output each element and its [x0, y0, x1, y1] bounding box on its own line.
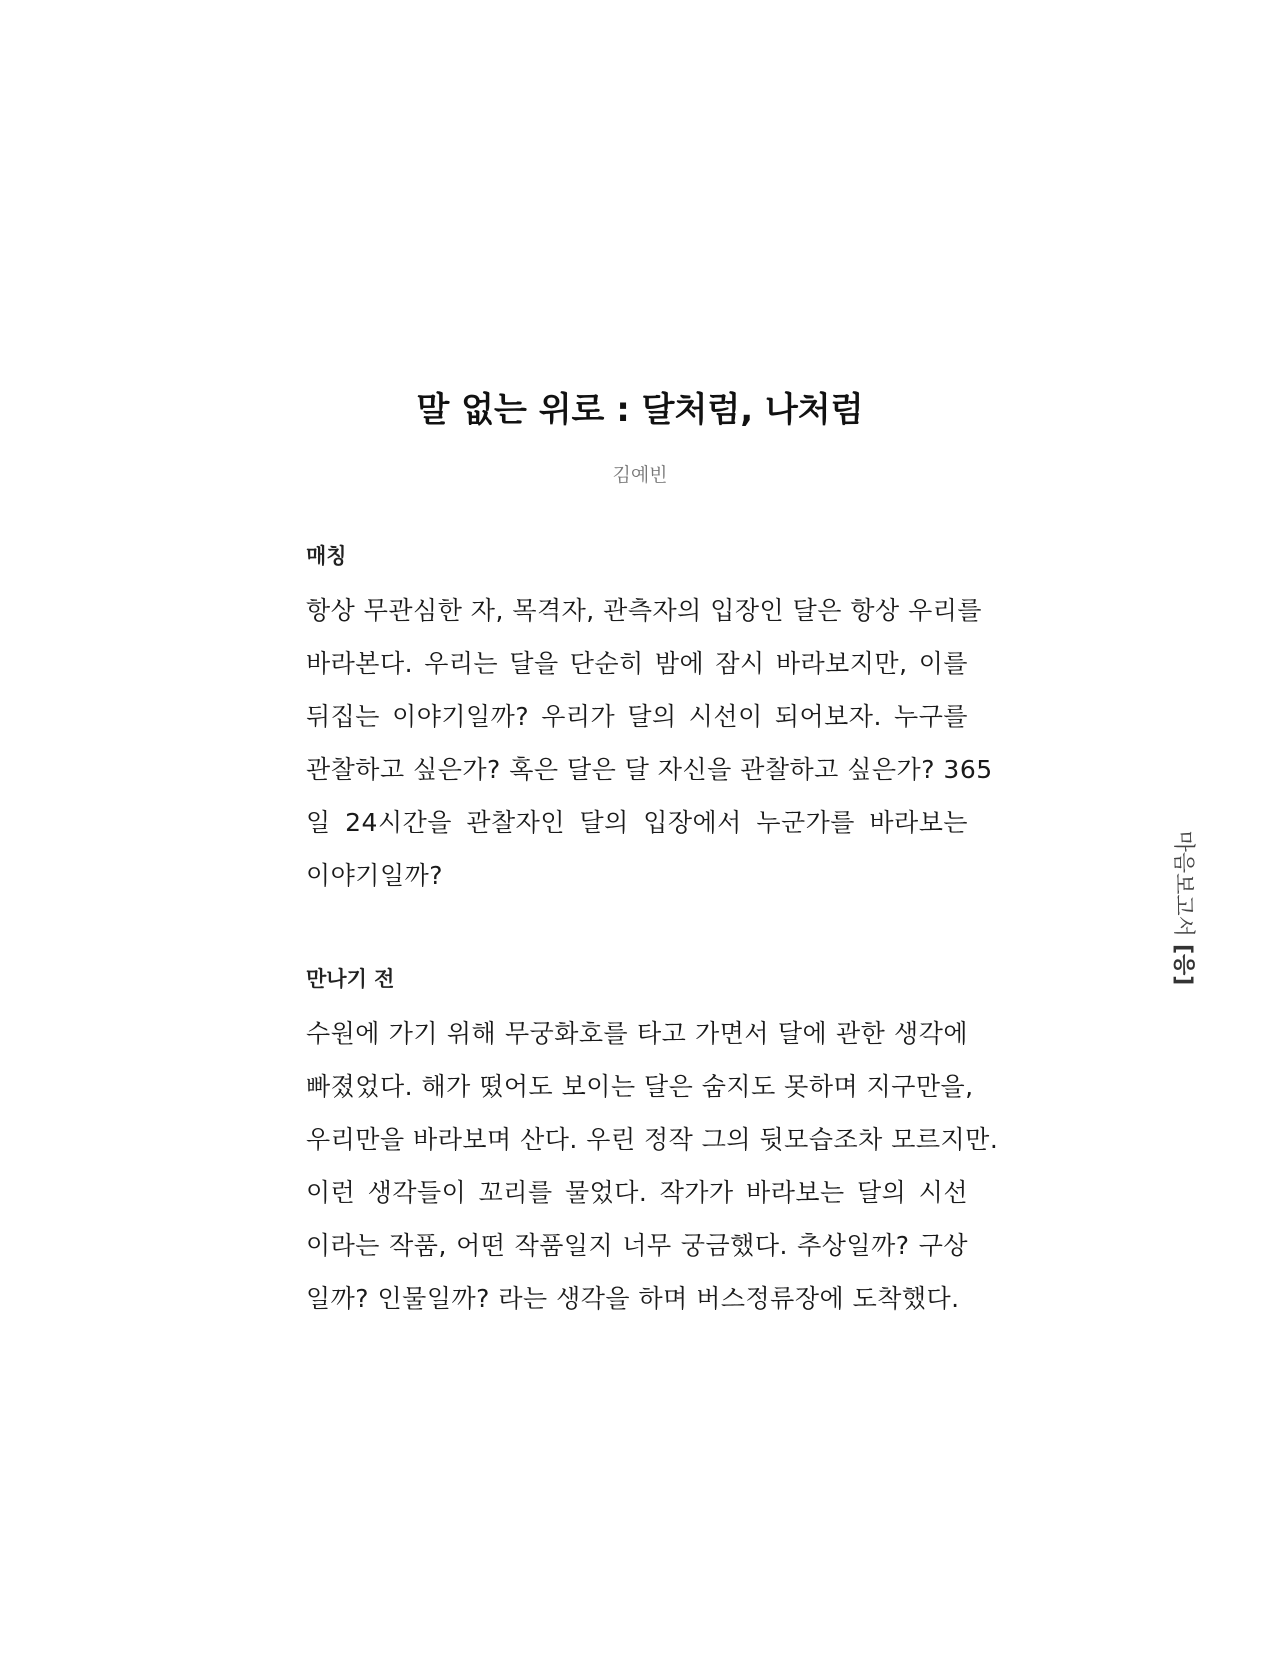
text-line: 빠졌었다. 해가 떴어도 보이는 달은 숨지도 못하며 지구만을, — [306, 1072, 974, 1101]
section-body — [306, 1007, 999, 1325]
side-running-header — [1165, 830, 1205, 986]
text-line: 뒤집는 이야기일까? 우리가 달의 시선이 되어보자. 누구를 — [306, 702, 968, 731]
text-line: 일까? 인물일까? 라는 생각을 하며 버스정류장에 도착했다. — [306, 1284, 960, 1313]
section-body — [306, 584, 993, 902]
text-line: 이야기일까? — [306, 861, 444, 890]
text-line: 항상 무관심한 자, 목격자, 관측자의 입장인 달은 항상 우리를 — [306, 596, 983, 625]
author-name: 김예빈 — [612, 464, 668, 486]
text-line: 이라는 작품, 어떤 작품일지 너무 궁금했다. 추상일까? 구상 — [306, 1231, 968, 1260]
section-heading: 만나기 전 — [306, 967, 395, 991]
section-heading: 매칭 — [306, 544, 347, 568]
section-matching — [306, 540, 993, 902]
text-line: 바라본다. 우리는 달을 단순히 밤에 잠시 바라보지만, 이를 — [306, 649, 968, 678]
text-line: 수원에 가기 위해 무궁화호를 타고 가면서 달에 관한 생각에 — [306, 1019, 968, 1048]
text-line: 우리만을 바라보며 산다. 우린 정작 그의 뒷모습조차 모르지만. — [306, 1125, 999, 1154]
text-line: 일 24시간을 관찰자인 달의 입장에서 누군가를 바라보는 — [306, 808, 968, 837]
page-title: 말 없는 위로 : 달처럼, 나처럼 — [416, 390, 864, 430]
side-label-text: 마음보고서 — [1170, 830, 1196, 937]
text-line: 이런 생각들이 꼬리를 물었다. 작가가 바라보는 달의 시선 — [306, 1178, 968, 1207]
section-before-meeting — [306, 963, 999, 1325]
side-label-tag: [응] — [1170, 943, 1196, 986]
text-line: 관찰하고 싶은가? 혹은 달은 달 자신을 관찰하고 싶은가? 365 — [306, 755, 993, 784]
